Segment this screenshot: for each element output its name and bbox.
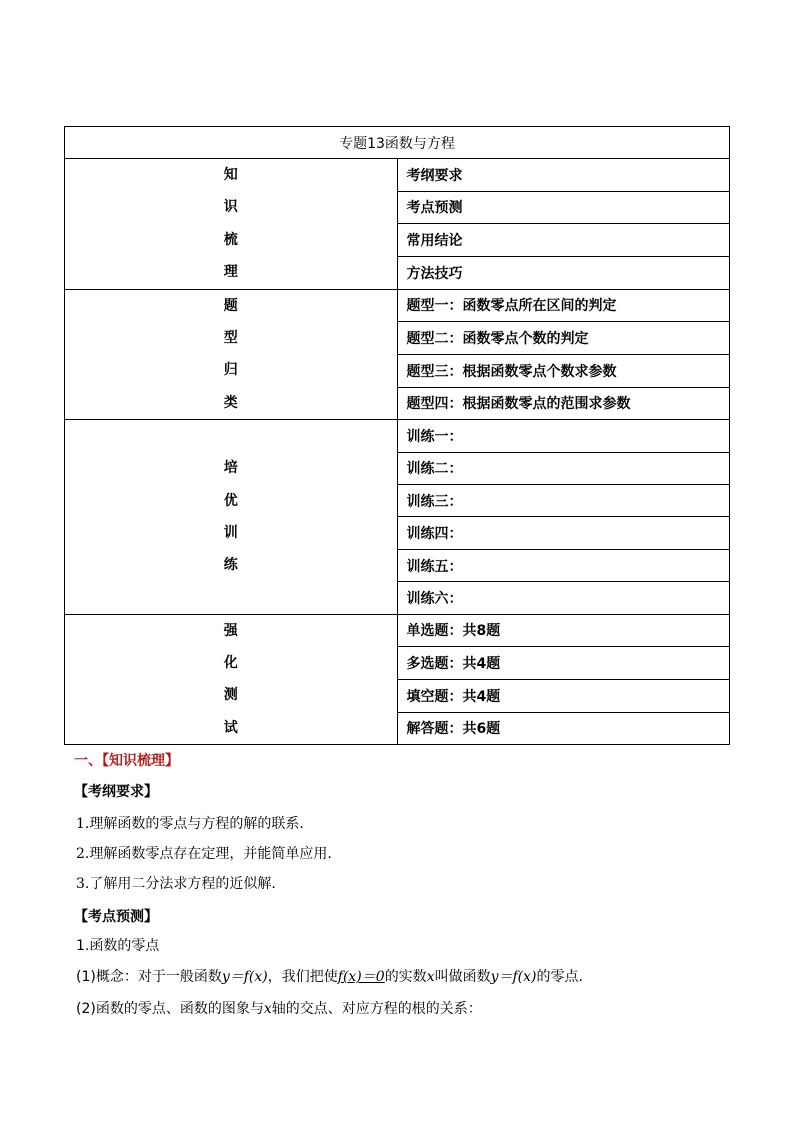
category-char: 强 <box>223 622 238 639</box>
toc-item: 多选题：共4题 <box>397 647 730 680</box>
variable-x: x <box>426 969 435 985</box>
requirement-item-1: 1.理解函数的零点与方程的解的联系. <box>76 816 304 832</box>
toc-item: 填空题：共4题 <box>397 679 730 712</box>
category-cell <box>65 289 398 420</box>
function-expr-2: y＝f(x) <box>490 969 537 985</box>
toc-item: 题型三：根据函数零点个数求参数 <box>397 354 730 387</box>
section-heading <box>74 750 734 770</box>
toc-item: 训练六： <box>397 582 730 614</box>
toc-title: 专题13函数与方程 <box>65 127 730 159</box>
concept-text-5: 的零点. <box>536 969 583 985</box>
concept-paragraph <box>76 966 736 986</box>
category-cell <box>65 420 398 614</box>
concept-text-2: ，我们把使 <box>267 969 338 985</box>
category-char: 归 <box>223 362 238 379</box>
zero-point-title: 1.函数的零点 <box>76 938 160 954</box>
toc-item: 方法技巧 <box>397 256 730 289</box>
toc-item: 常用结论 <box>397 224 730 257</box>
requirement-item-3: 3.了解用二分法求方程的近似解. <box>76 876 276 892</box>
toc-item: 题型二：函数零点个数的判定 <box>397 322 730 355</box>
concept-text-1: (1)概念：对于一般函数 <box>76 969 222 985</box>
relation-text-2: 轴的交点、对应方程的根的关系： <box>271 1001 482 1017</box>
category-char: 理 <box>223 264 238 281</box>
category-char: 训 <box>223 524 238 541</box>
toc-item: 考点预测 <box>397 191 730 224</box>
category-cell <box>65 159 398 290</box>
category-char: 优 <box>223 492 238 509</box>
section-prefix: 一、 <box>74 753 102 769</box>
category-char: 试 <box>223 719 238 736</box>
category-cell <box>65 614 398 745</box>
toc-item: 题型四：根据函数零点的范围求参数 <box>397 387 730 420</box>
predictions-heading: 【考点预测】 <box>74 909 158 925</box>
category-char: 梳 <box>223 231 238 248</box>
relation-text-1: (2)函数的零点、函数的图象与 <box>76 1001 264 1017</box>
relation-paragraph <box>76 998 736 1018</box>
variable-x-axis: x <box>263 1001 272 1017</box>
toc-item: 题型一：函数零点所在区间的判定 <box>397 289 730 322</box>
toc-table <box>64 126 730 745</box>
exam-requirements-heading: 【考纲要求】 <box>74 784 158 800</box>
category-char: 题 <box>223 297 238 314</box>
toc-item: 考纲要求 <box>397 159 730 192</box>
category-char: 识 <box>223 199 238 216</box>
toc-item: 训练二： <box>397 452 730 484</box>
toc-item: 训练三： <box>397 485 730 517</box>
toc-item: 训练五： <box>397 549 730 581</box>
zero-condition: f(x)＝0 <box>337 969 385 985</box>
section-title: 【知识梳理】 <box>102 753 179 769</box>
concept-text-4: 叫做函数 <box>434 969 491 985</box>
toc-item: 解答题：共6题 <box>397 712 730 745</box>
category-char: 测 <box>223 687 238 704</box>
category-char: 化 <box>223 655 238 671</box>
category-char: 培 <box>223 460 238 477</box>
category-char: 练 <box>223 557 238 574</box>
requirement-item-2: 2.理解函数零点存在定理，并能简单应用. <box>76 846 332 862</box>
category-char: 类 <box>223 394 238 411</box>
category-char: 型 <box>223 330 238 347</box>
toc-item: 训练一： <box>397 420 730 452</box>
toc-item: 训练四： <box>397 517 730 549</box>
function-expr-1: y＝f(x) <box>221 969 268 985</box>
toc-item: 单选题：共8题 <box>397 614 730 647</box>
concept-text-3: 的实数 <box>384 969 427 985</box>
category-char: 知 <box>223 167 238 183</box>
